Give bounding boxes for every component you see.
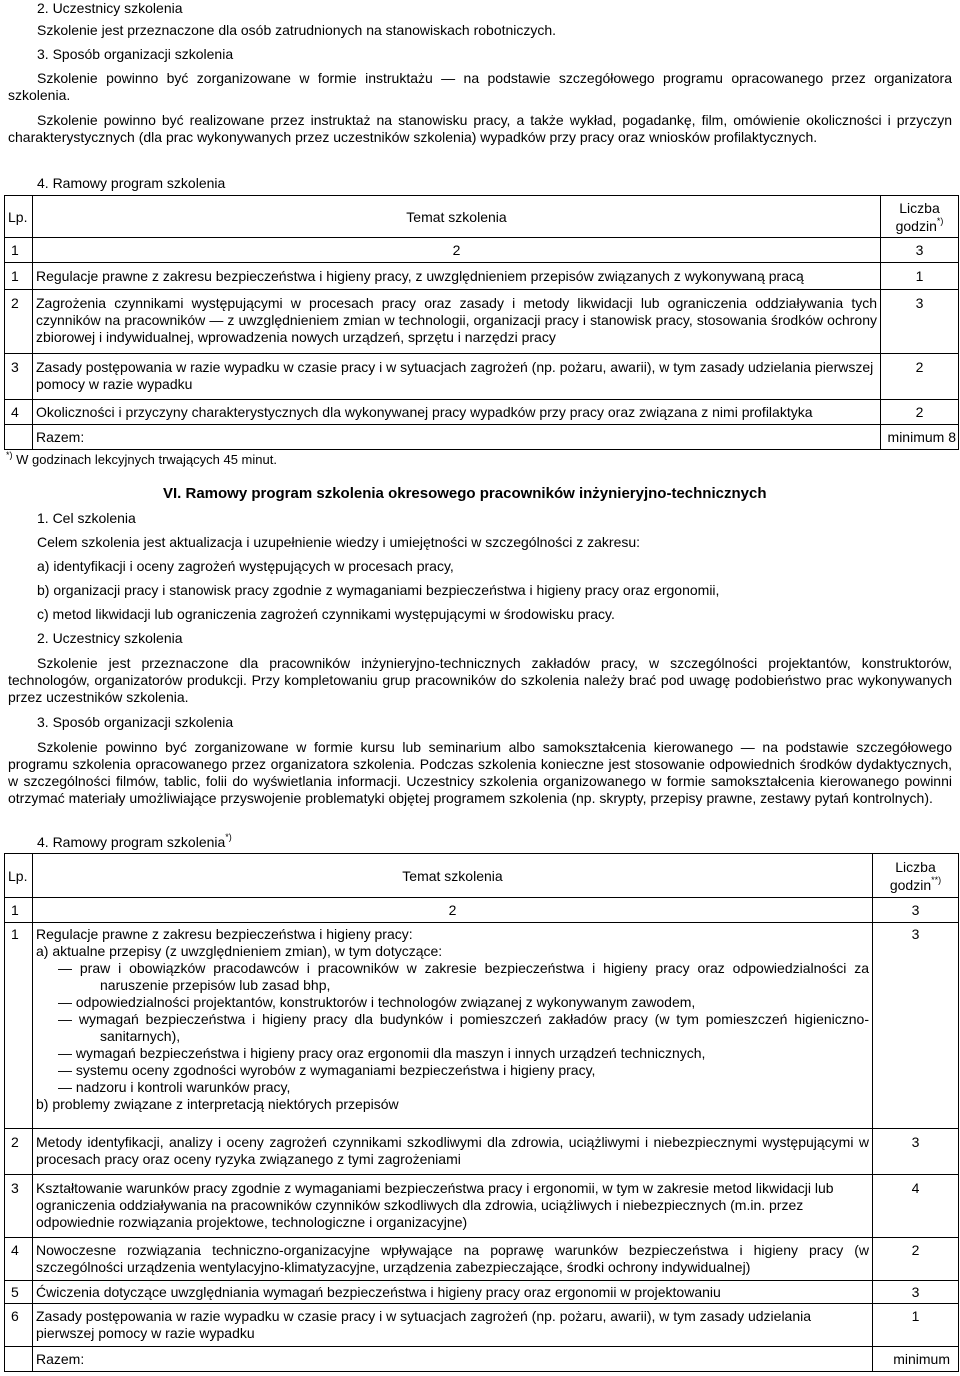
row-hours: 3 — [873, 1281, 959, 1304]
row-lp: 1 — [5, 263, 33, 290]
header-lp: Lp. — [5, 196, 33, 238]
participants-text: Szkolenie jest przeznaczone dla osób zatrudnionych na stanowiskach robotniczych. — [37, 22, 557, 38]
row-topic: Regulacje prawne z zakresu bezpieczeństwa i higieny pracy, z uwzględnieniem przepisów związanych z wykonywaną pracą — [33, 263, 881, 290]
section-title: VI. Ramowy program szkolenia okresowego pracowników inżynieryjno-technicznych — [163, 485, 767, 502]
row-topic-dash-item: — wymagań bezpieczeństwa i higieny pracy oraz ergonomii dla maszyn i innych urządzeń technicznych, — [58, 1045, 706, 1061]
row-lp: 6 — [5, 1304, 33, 1347]
row-lp: 3 — [5, 1175, 33, 1238]
row-hours: 1 — [881, 263, 959, 290]
row-hours: 3 — [873, 923, 959, 1129]
header-hours-line1: Liczba — [895, 859, 936, 875]
row-topic — [33, 923, 873, 1129]
header-hours — [881, 196, 959, 238]
column-number-2: 2 — [33, 898, 873, 923]
section-heading-organization: 3. Sposób organizacji szkolenia — [37, 46, 234, 62]
table-row — [5, 1175, 959, 1238]
row-hours: 3 — [873, 1129, 959, 1175]
row-topic-subitem-a: a) aktualne przepisy (z uwzględnieniem zmian), w tym dotyczące: — [36, 943, 443, 959]
table-row — [5, 400, 959, 425]
total-row — [5, 1347, 959, 1372]
organization-paragraph-2: Szkolenie powinno być realizowane przez instruktaż na stanowisku pracy, a także wykład, pogadankę, film, omówienie okoliczności i przyczyn charakterystycznych (dla prac wykonywanych przez uczestników szkolenia) wypadków przy pracy oraz wniosków profilaktycznych. — [8, 112, 952, 145]
table-row — [5, 290, 959, 354]
row-topic: Zasady postępowania w razie wypadku w czasie pracy i w sytuacjach zagrożeń (np. pożaru, awarii), w tym zasady udzielania pierwszej pomocy w razie wypadku — [33, 354, 881, 400]
total-empty-cell — [5, 1347, 33, 1372]
row-lp: 3 — [5, 354, 33, 400]
row-lp: 4 — [5, 400, 33, 425]
column-number-3: 3 — [881, 238, 959, 263]
row-hours: 4 — [873, 1175, 959, 1238]
program-heading-text: 4. Ramowy program szkolenia — [37, 834, 226, 850]
total-hours: minimum — [873, 1347, 959, 1372]
row-lp: 2 — [5, 1129, 33, 1175]
table-row — [5, 1238, 959, 1281]
column-number-1: 1 — [5, 898, 33, 923]
section-heading-goal: 1. Cel szkolenia — [37, 510, 136, 526]
row-topic-dash-item: — nadzoru i kontroli warunków pracy, — [58, 1079, 291, 1095]
participants-paragraph-2: Szkolenie jest przeznaczone dla pracowników inżynieryjno-technicznych zakładów pracy, w szczególności projektantów, konstruktorów, technologów, organizatorów produkcji. Przy kompletowaniu grup pracowników do szkolenia należy brać pod uwagę podobieństwo prac wykonywanych przez uczestników szkolenia. — [8, 655, 952, 705]
row-lp: 5 — [5, 1281, 33, 1304]
table-row — [5, 263, 959, 290]
row-topic-dash-item: — odpowiedzialności projektantów, konstruktorów i technologów związanej z wykonywanym zawodem, — [58, 994, 696, 1010]
row-topic-line: Regulacje prawne z zakresu bezpieczeństwa i higieny pracy: — [36, 926, 413, 942]
header-lp: Lp. — [5, 854, 33, 898]
table-row — [5, 923, 959, 1129]
row-topic: Kształtowanie warunków pracy zgodnie z wymaganiami bezpieczeństwa pracy i ergonomii, w tym w zakresie metod likwidacji lub ograniczenia oddziaływania na pracowników czynników szkodliwych dla zdrowia, uciążliwych i niebezpiecznych (m.in. przez odpowiednie rozwiązania projektowe, technologiczne i organizacyjne) — [33, 1175, 873, 1238]
footnote-marker: **) — [931, 875, 942, 886]
organization-paragraph-1: Szkolenie powinno być zorganizowane w formie instruktażu — na podstawie szczegółowego programu opracowanego przez organizatora szkolenia. — [8, 70, 952, 103]
section-heading-participants: 2. Uczestnicy szkolenia — [37, 0, 183, 16]
section-heading-organization-2: 3. Sposób organizacji szkolenia — [37, 714, 234, 730]
row-topic: Zasady postępowania w razie wypadku w czasie pracy i w sytuacjach zagrożeń (np. pożaru, awarii), w tym zasady udzielania pierwszej pomocy w razie wypadku — [33, 1304, 873, 1347]
row-topic-dash-item: — wymagań bezpieczeństwa i higieny pracy dla budynków i pomieszczeń zakładów pracy (w tym pomieszczeń higieniczno-sanitarnych), — [58, 1011, 869, 1044]
row-lp: 2 — [5, 290, 33, 354]
column-number-3: 3 — [873, 898, 959, 923]
row-hours: 2 — [881, 354, 959, 400]
row-topic: Ćwiczenia dotyczące uwzględniania wymagań bezpieczeństwa i higieny pracy oraz ergonomii w projektowaniu — [33, 1281, 873, 1304]
total-label: Razem: — [33, 1347, 873, 1372]
section-heading-program-2 — [37, 834, 232, 851]
row-topic-dash-item: — systemu oceny zgodności wyrobów z wymaganiami bezpieczeństwa i higieny pracy, — [58, 1062, 596, 1078]
row-lp: 4 — [5, 1238, 33, 1281]
column-numbers-row — [5, 898, 959, 923]
header-hours-line1: Liczba — [899, 200, 940, 216]
row-topic: Nowoczesne rozwiązania techniczno-organizacyjne wpływające na poprawę warunków bezpieczeństwa i higieny pracy (w szczególności urządzenia wentylacyjno-klimatyzacyjne, urządzenia zabezpieczające, środki ochrony indywidualnej) — [33, 1238, 873, 1281]
row-lp: 1 — [5, 923, 33, 1129]
row-topic: Okoliczności i przyczyny charakterystycznych dla wykonywanej pracy wypadków przy pracy oraz związana z nimi profilaktyka — [33, 400, 881, 425]
footnote — [6, 451, 277, 468]
row-topic: Zagrożenia czynnikami występującymi w procesach pracy oraz zasady i metody likwidacji lub ograniczenia oddziaływania tych czynników na pracowników — z uwzględnieniem zmian w technologii, organizacji pracy i stanowisk pracy, stosowania środków ochrony zbiorowej i indywidualnej, wprowadzenia nowych urządzeń, sprzętu i narzędzi pracy — [33, 290, 881, 354]
footnote-text: W godzinach lekcyjnych trwających 45 minut. — [16, 452, 277, 467]
table-row — [5, 1129, 959, 1175]
goal-item-a: a) identyfikacji i oceny zagrożeń występujących w procesach pracy, — [37, 558, 454, 574]
footnote-marker: *) — [225, 832, 232, 843]
total-label: Razem: — [33, 425, 881, 450]
section-heading-program: 4. Ramowy program szkolenia — [37, 175, 226, 191]
footnote-marker: *) — [6, 449, 13, 460]
table-row — [5, 354, 959, 400]
row-hours: 2 — [873, 1238, 959, 1281]
total-row — [5, 425, 959, 450]
total-empty-cell — [5, 425, 33, 450]
row-hours: 2 — [881, 400, 959, 425]
row-hours: 1 — [873, 1304, 959, 1347]
goal-item-b: b) organizacji pracy i stanowisk pracy zgodnie z wymaganiami bezpieczeństwa i higieny pracy oraz ergonomii, — [37, 582, 720, 598]
table-header-row — [5, 854, 959, 898]
header-hours — [873, 854, 959, 898]
header-topic: Temat szkolenia — [33, 196, 881, 238]
header-hours-line2: godzin — [889, 877, 932, 893]
column-numbers-row — [5, 238, 959, 263]
row-topic-subitem-b: b) problemy związane z interpretacją niektórych przepisów — [36, 1096, 399, 1112]
header-hours-line2: godzin — [895, 218, 937, 234]
row-topic: Metody identyfikacji, analizy i oceny zagrożeń czynnikami szkodliwymi dla zdrowia, uciążliwymi i niebezpiecznymi występującymi w procesach pracy oraz oceny ryzyka związanego z tymi zagrożeniami — [33, 1129, 873, 1175]
goal-item-c: c) metod likwidacji lub ograniczenia zagrożeń czynnikami występującymi w środowisku pracy. — [37, 606, 615, 622]
program-table-2 — [4, 853, 959, 1372]
row-topic-dash-item: — praw i obowiązków pracodawców i pracowników w zakresie bezpieczeństwa i higieny pracy oraz odpowiedzialności za naruszenie przepisów lub zasad bhp, — [58, 960, 869, 993]
table-row — [5, 1281, 959, 1304]
total-hours: minimum 8 — [881, 425, 959, 450]
header-topic: Temat szkolenia — [33, 854, 873, 898]
table-row — [5, 1304, 959, 1347]
table-header-row — [5, 196, 959, 238]
column-number-2: 2 — [33, 238, 881, 263]
organization-paragraph-3: Szkolenie powinno być zorganizowane w formie kursu lub seminarium albo samokształcenia kierowanego — na podstawie szczegółowego programu szkolenia opracowanego przez organizatora szkolenia. Podczas szkolenia konieczne jest stosowanie odpowiednich środków dydaktycznych, w szczególności filmów, tablic, folii do wyświetlania informacji. Uczestnicy szkolenia organizowanego w formie samokształcenia kierowanego powinni otrzymać materiały umożliwiające przyswojenie problematyki objętej programem szkolenia (np. skrypty, przepisy prawne, zestawy pytań kontrolnych). — [8, 739, 952, 806]
goal-intro: Celem szkolenia jest aktualizacja i uzupełnienie wiedzy i umiejętności w szczególności z zakresu: — [37, 534, 641, 550]
column-number-1: 1 — [5, 238, 33, 263]
row-hours: 3 — [881, 290, 959, 354]
program-table-1 — [4, 195, 959, 450]
footnote-marker: *) — [936, 216, 944, 227]
section-heading-participants-2: 2. Uczestnicy szkolenia — [37, 630, 183, 646]
